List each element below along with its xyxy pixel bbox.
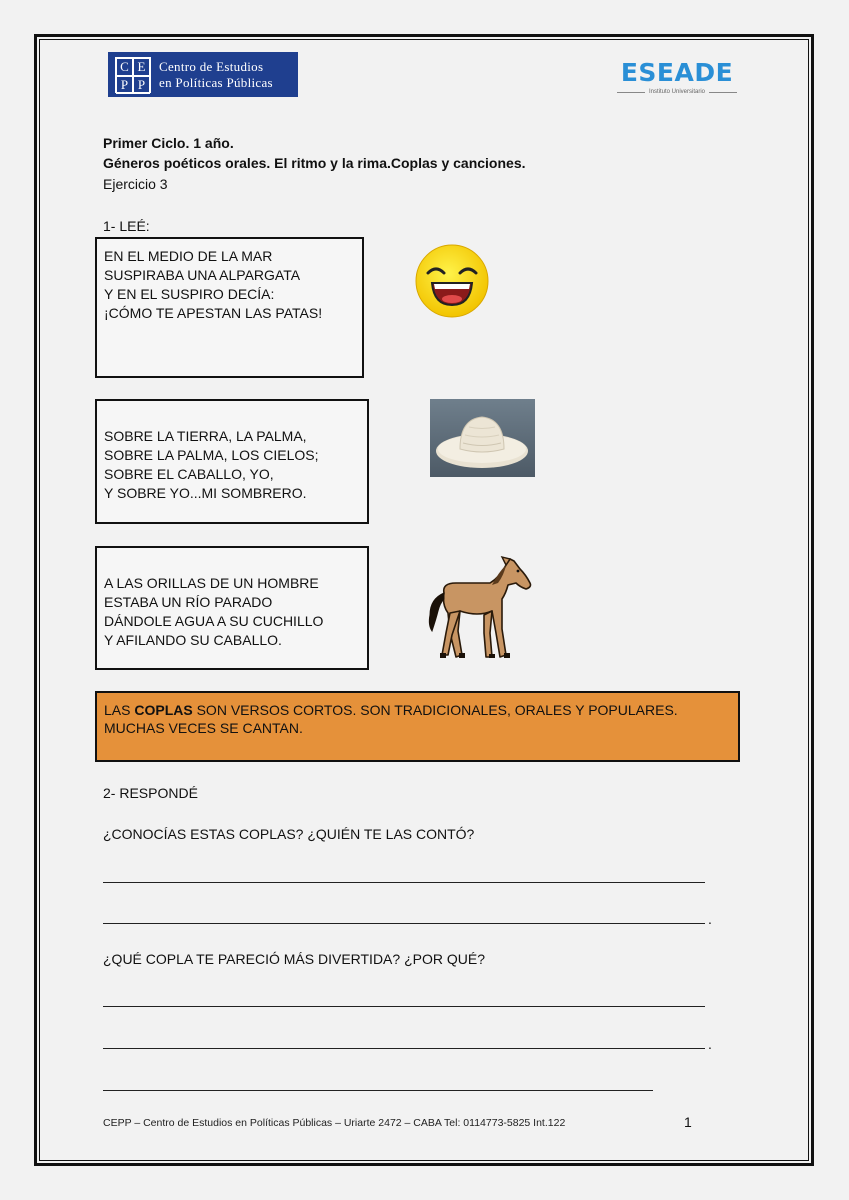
copla-box-3	[95, 546, 369, 670]
eseade-logo-subtitle	[612, 89, 742, 95]
copla-line: Y EN EL SUSPIRO DECÍA:	[104, 286, 275, 302]
cepp-letter: P	[116, 76, 133, 94]
header-exercise: Ejercicio 3	[103, 176, 168, 192]
copla-line: A LAS ORILLAS DE UN HOMBRE	[104, 575, 319, 591]
answer-line-2b[interactable]	[103, 1048, 705, 1049]
line-end-mark: .	[708, 911, 712, 927]
cepp-letter: E	[133, 58, 150, 76]
cepp-logo	[108, 52, 298, 97]
copla-line: SOBRE EL CABALLO, YO,	[104, 466, 274, 482]
cepp-logo-line2: en Políticas Públicas	[159, 74, 273, 90]
copla-line: Y AFILANDO SU CABALLO.	[104, 632, 282, 648]
question-2: ¿QUÉ COPLA TE PARECIÓ MÁS DIVERTIDA? ¿POR QUÉ?	[103, 951, 485, 967]
horse-image	[422, 553, 540, 665]
section1-title: 1- LEÉ:	[103, 218, 150, 234]
header-topic: Géneros poéticos orales. El ritmo y la rima.Coplas y canciones.	[103, 155, 526, 171]
page-number: 1	[684, 1114, 692, 1130]
answer-line-2a[interactable]	[103, 1006, 705, 1007]
answer-line-1a[interactable]	[103, 882, 705, 883]
note-text: SON VERSOS CORTOS. SON TRADICIONALES, ORALES Y POPULARES. MUCHAS VECES SE CANTAN.	[104, 702, 678, 736]
cepp-logo-text	[159, 59, 273, 91]
question-1: ¿CONOCÍAS ESTAS COPLAS? ¿QUIÉN TE LAS CONTÓ?	[103, 826, 475, 842]
cepp-monogram	[115, 57, 151, 93]
copla-line: ¡CÓMO TE APESTAN LAS PATAS!	[104, 305, 323, 321]
laughing-emoji-icon	[414, 243, 490, 319]
line-end-mark: .	[708, 1036, 712, 1052]
coplas-definition-note	[95, 691, 740, 762]
header-cycle: Primer Ciclo. 1 año.	[103, 135, 234, 151]
copla-line: SOBRE LA PALMA, LOS CIELOS;	[104, 447, 319, 463]
copla-box-1	[95, 237, 364, 378]
cepp-letter: C	[116, 58, 133, 76]
answer-line-1b[interactable]	[103, 923, 705, 924]
answer-line-2c[interactable]	[103, 1090, 653, 1091]
note-prefix: LAS	[104, 702, 135, 718]
copla-line: SOBRE LA TIERRA, LA PALMA,	[104, 428, 307, 444]
copla-line: SUSPIRABA UNA ALPARGATA	[104, 267, 301, 283]
eseade-logo: ESEADE	[620, 58, 734, 87]
copla-box-2	[95, 399, 369, 524]
cepp-letter: P	[133, 76, 150, 94]
footer-text: CEPP – Centro de Estudios en Políticas Públicas – Uriarte 2472 – CABA Tel: 0114773-5825 Int.122	[103, 1117, 566, 1129]
copla-line: ESTABA UN RÍO PARADO	[104, 594, 273, 610]
section2-title: 2- RESPONDÉ	[103, 785, 198, 801]
cepp-logo-line1: Centro de Estudios	[159, 58, 264, 74]
copla-line: Y SOBRE YO...MI SOMBRERO.	[104, 485, 307, 501]
note-highlight: COPLAS	[134, 702, 193, 718]
copla-line: DÁNDOLE AGUA A SU CUCHILLO	[104, 613, 324, 629]
straw-hat-image	[430, 399, 535, 477]
eseade-subtitle-text: Instituto Universitario	[648, 89, 706, 95]
copla-line: EN EL MEDIO DE LA MAR	[104, 248, 273, 264]
